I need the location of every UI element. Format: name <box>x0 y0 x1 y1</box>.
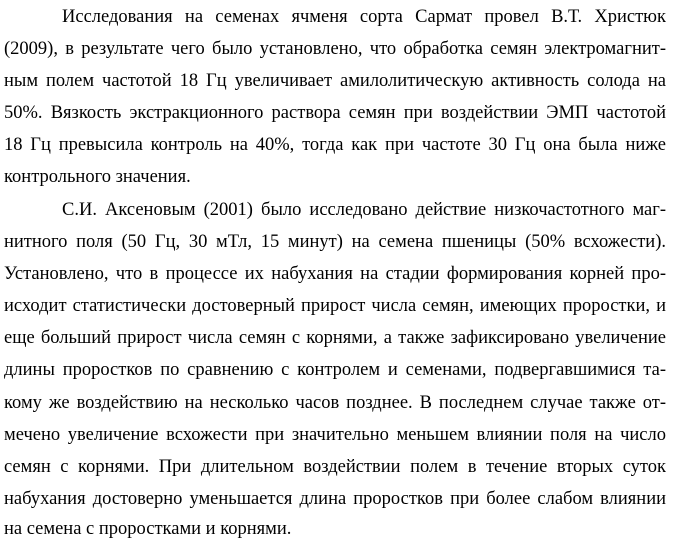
paragraph-line: на семена с проростками и корнями. <box>4 519 292 539</box>
paragraph-line: длины проростков по сравнению с контролем и семенами, подвергавшимися та- <box>4 360 666 380</box>
paragraph-line: контрольного значения. <box>4 167 191 187</box>
paragraph-line: (2009), в результате чего было установлено, что обработка семян электромагнит- <box>4 39 666 59</box>
paragraph-line: еще больший прирост числа семян с корнями, а также зафиксировано увеличение <box>4 328 666 348</box>
paragraph-line: набухания достоверно уменьшается длина проростков при более слабом влиянии <box>4 489 666 509</box>
paragraph-line: семян с корнями. При длительном воздействии полем в течение вторых суток <box>4 457 666 477</box>
paragraph-line: Установлено, что в процессе их набухания на стадии формирования корней про- <box>4 264 666 284</box>
paragraph-line: исходит статистически достоверный прирост числа семян, имеющих проростки, и <box>4 296 666 316</box>
paragraph-line: С.И. Аксеновым (2001) было исследовано действие низкочастотного маг- <box>62 200 666 220</box>
paragraph-line: ным полем частотой 18 Гц увеличивает амилолитическую активность солода на <box>4 71 666 91</box>
paragraph-line: 18 Гц превысила контроль на 40%, тогда как при частоте 30 Гц она была ниже <box>4 135 666 155</box>
paragraph-line: Исследования на семенах ячменя сорта Сармат провел В.Т. Христюк <box>62 7 666 27</box>
paragraph-line: мечено увеличение всхожести при значительно меньшем влиянии поля на число <box>4 425 666 445</box>
paragraph-line: 50%. Вязкость экстракционного раствора семян при воздействии ЭМП частотой <box>4 103 666 123</box>
paragraph-line: кому же воздействию на несколько часов позднее. В последнем случае также от- <box>4 393 666 413</box>
paragraph-line: нитного поля (50 Гц, 30 мТл, 15 минут) на семена пшеницы (50% всхожести). <box>4 232 666 252</box>
